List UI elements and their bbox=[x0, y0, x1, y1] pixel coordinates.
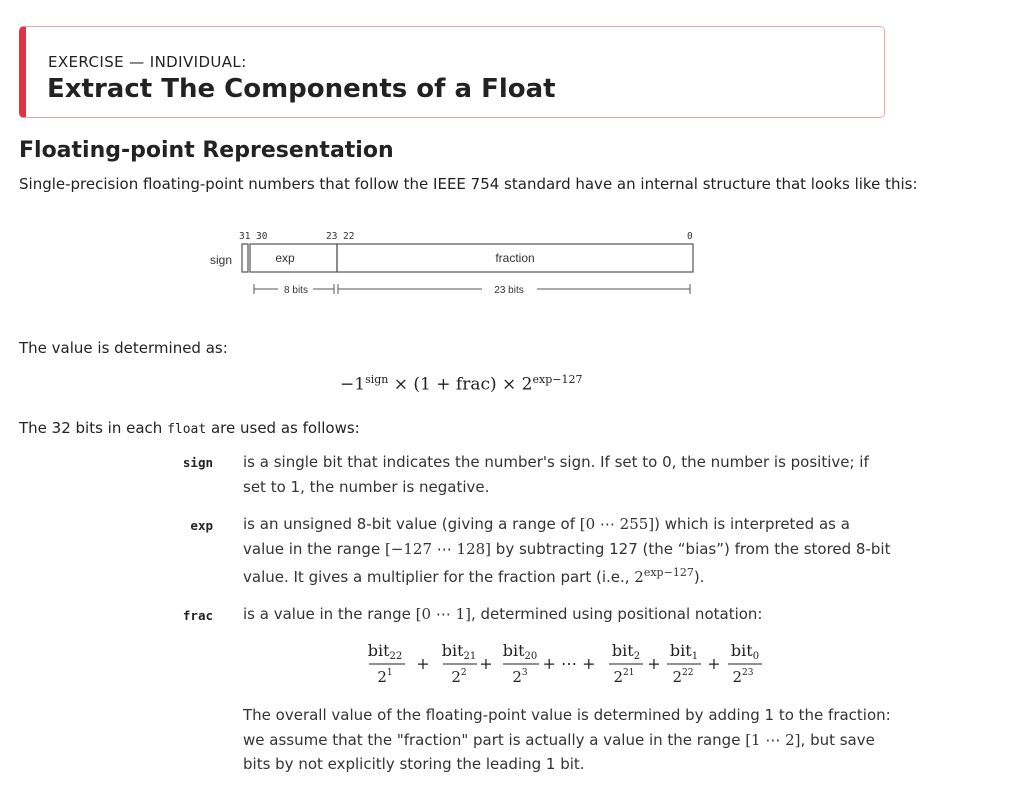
sign-field bbox=[242, 244, 248, 272]
exp-width-label: 8 bits bbox=[284, 285, 308, 296]
bits-intro: The 32 bits in each float are used as follows: bbox=[19, 419, 360, 437]
frac-denominator: $2^2$ bbox=[451, 668, 467, 686]
exp-description: is an unsigned 8-bit value (giving a range of [0 ⋯ 255]) which is interpreted as a value in the range [−127 ⋯ 128] by subtracting 127 (the “bias”) from the stored 8-bit value. It gives a multiplier for the fraction part (i.e., $2^{exp-127}$). bbox=[243, 515, 891, 586]
positional-notation-formula bbox=[365, 640, 765, 690]
callout-label: EXERCISE — INDIVIDUAL: bbox=[48, 53, 247, 71]
frac-numerator: bit2 bbox=[611, 641, 641, 662]
value-intro: The value is determined as: bbox=[19, 339, 228, 357]
frac-numerator: bit22 bbox=[367, 641, 403, 662]
term-sign: sign bbox=[182, 455, 213, 470]
overall-value-paragraph: The overall value of the floating-point value is determined by adding 1 to the fraction: we assume that the "fraction" part is actually a value in the range [1 ⋯ 2], but save bits by not explicitly storing the leading 1 bit. bbox=[243, 706, 891, 773]
svg-text:+: + bbox=[416, 654, 430, 673]
callout-title: Extract The Components of a Float bbox=[47, 74, 556, 104]
frac-denominator: $2^{23}$ bbox=[732, 668, 754, 686]
bit-label-22: 22 bbox=[343, 231, 355, 242]
bit-label-31: 31 bbox=[239, 231, 251, 242]
section-heading: Floating-point Representation bbox=[19, 138, 394, 163]
bit-label-23: 23 bbox=[326, 231, 338, 242]
frac-numerator: bit21 bbox=[441, 641, 477, 662]
sign-description: is a single bit that indicates the number's sign. If set to 0, the number is positive; if set to 1, the number is negative. bbox=[243, 453, 869, 496]
frac-numerator: bit20 bbox=[502, 641, 538, 662]
frac-denominator: $2^1$ bbox=[377, 668, 393, 686]
sign-label: sign bbox=[210, 253, 233, 267]
svg-text:+ ⋯ +: + ⋯ + bbox=[542, 654, 596, 673]
exercise-callout bbox=[19, 26, 885, 118]
intro-paragraph: Single-precision floating-point numbers that follow the IEEE 754 standard have an internal structure that looks like this: bbox=[19, 175, 918, 193]
svg-text:+: + bbox=[479, 654, 493, 673]
frac-numerator: bit0 bbox=[730, 641, 760, 662]
frac-denominator: $2^3$ bbox=[512, 668, 528, 686]
frac-numerator: bit1 bbox=[669, 641, 699, 662]
fraction-label: fraction bbox=[495, 251, 535, 265]
svg-text:+: + bbox=[647, 654, 661, 673]
frac-description: is a value in the range [0 ⋯ 1], determined using positional notation: bbox=[243, 605, 763, 623]
value-formula: $-1^{sign} \times (1$ + frac) × $2^{exp-127}$ bbox=[340, 373, 583, 395]
bit-label-0: 0 bbox=[687, 231, 693, 242]
frac-width-label: 23 bits bbox=[494, 285, 524, 296]
float-bit-layout-diagram bbox=[200, 226, 720, 298]
float-keyword: float bbox=[167, 422, 207, 437]
bit-label-30: 30 bbox=[256, 231, 268, 242]
frac-denominator: $2^{21}$ bbox=[613, 668, 635, 686]
term-frac: frac bbox=[182, 608, 213, 623]
term-exp: exp bbox=[190, 518, 213, 533]
exp-label: exp bbox=[275, 251, 295, 265]
svg-text:+: + bbox=[707, 654, 721, 673]
frac-denominator: $2^{22}$ bbox=[672, 668, 694, 686]
